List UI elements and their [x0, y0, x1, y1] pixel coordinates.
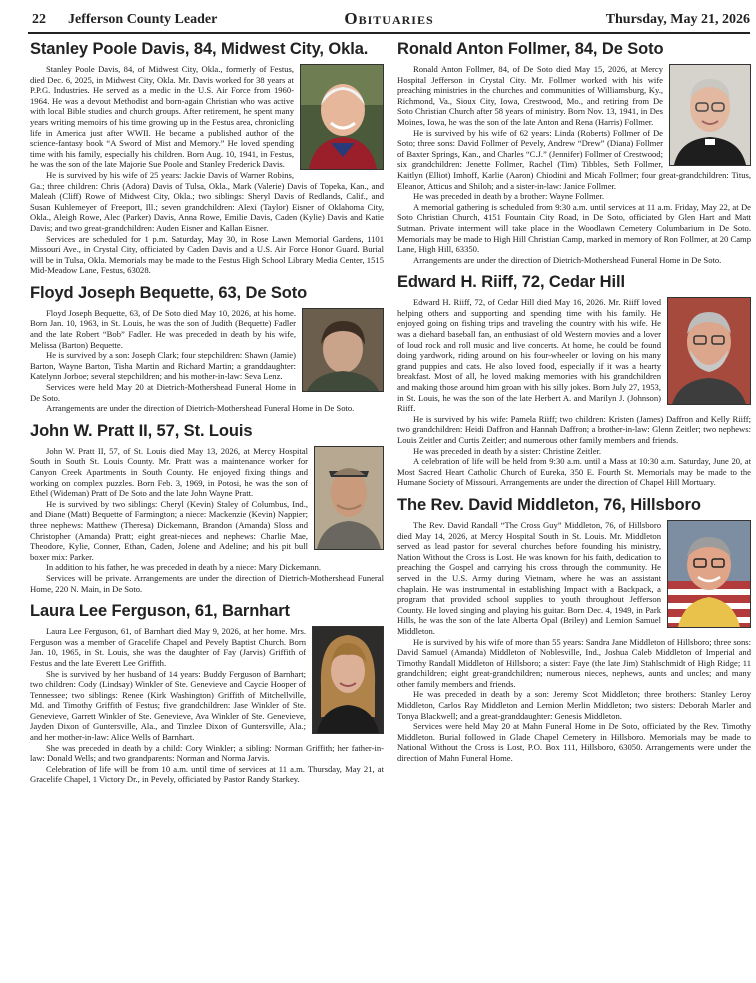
- obituary-paragraph: Ronald Anton Follmer, 84, of De Soto died May 15, 2026, at Mercy Hospital Jefferson in Crystal City. Mr. Follmer worked with his wife preaching ministries in the churches and communities of Williamsburg, Ky., Richmond, Va., Sioux City, Iowa, Crestwood, Mo., and retiring from De Soto Christian Church after 58 years of ministry. Born Nov. 13, 1941, in Des Moines, Iowa, he was the son of the late Anton and Rena (Harris) Follmer.: [397, 64, 663, 127]
- obituary-paragraph: Services were held May 20 at Dietrich-Mothershead Funeral Home in De Soto.: [30, 382, 296, 403]
- obituary-title: The Rev. David Middleton, 76, Hillsboro: [397, 495, 701, 514]
- obituary-paragraph: She is survived by her husband of 14 years: Buddy Ferguson of Barnhart; two children: Cody (Lindsay) Winkler of Ste. Genevieve and Caycie Hooper of Tennessee; two siblings: Renee (Kirk Washington) Griffith of Mitchellville, Md. and Timothy Griffith of Festus; five grandchildren: Jase Winkler of Ste. Genevieve, Garrett Winkler of Ste. Genevieve, Ava Winkler of Ste. Genevieve, Jayden Dixon of Guntersville, Ala., and Tinzlee Dixon of Guntersville, Ala.; and her mother-in-law: Alice Wells of Barnhart.: [30, 668, 306, 743]
- obituary-paragraph: Floyd Joseph Bequette, 63, of De Soto died May 10, 2026, at his home. Born Jan. 10, 1963, in St. Louis, he was the son of Judith (Bequette) Fadler and the late Robert “Bob” Fadler. He was preceded in death by his wife, Melissa (Barton) Bequette.: [30, 307, 296, 350]
- obituary-paragraph: He is survived by his wife: Pamela Riiff; two children: Kristen (James) Daffron and Kelly Riiff; two grandchildren: Heidi Daffron and Hannah Daffron; a brother-in-law: Glenn Zeitler; two nephews: Louis Zeitler and Curtis Zeitler; and numerous other family members and friends.: [397, 413, 751, 445]
- obituary-paragraph: A memorial gathering is scheduled from 9:30 a.m. until services at 11 a.m. Friday, May 22, at De Soto Christian Church, 4151 Fountain City Road, in De Soto, officiated by Glen Hart and Matt Sutman. Private interment will take place in the Woodlawn Cemetery Columbarium in De Soto. Memorials may be made to High Hill Christian Camp, marked in memory of Ron Follmer, at 20 Camp Lane, High Hill, 63350.: [397, 201, 751, 255]
- obituary-ferguson: [30, 602, 384, 785]
- obituary-paragraph: He is survived by his wife of 62 years: Linda (Roberts) Follmer of De Soto; three sons: David Follmer of Pevely, Andrew “Drew” (Diana) Follmer of Baxter Springs, Kan., and Charles “C.J.” (Jennifer) Follmer of Crestwood; six grandchildren: Jenette Follmer, Rachel (Tim) Tibbles, Seth Follmer, Kaitlyn (Elliot) Imhoff, Karlie (Aaron) Chiodini and Micah Follmer; four great-grandchildren: Titus, Eleanor, Atticus and Shiloh; and a sister-in-law: Janice Follmer.: [397, 127, 751, 191]
- obituary-title: Laura Lee Ferguson, 61, Barnhart: [30, 602, 290, 621]
- portrait-photo: [314, 446, 384, 550]
- obituary-title: Stanley Poole Davis, 84, Midwest City, Okla.: [30, 40, 369, 58]
- portrait-photo: [300, 64, 384, 170]
- portrait-photo: [667, 520, 751, 628]
- page-header: [28, 6, 750, 34]
- obituary-paragraph: Stanley Poole Davis, 84, of Midwest City, Okla., formerly of Festus, died Dec. 6, 2025, in Midwest City, Okla. Mr. Davis worked for 38 years at P.P.G. Industries. He served as a medic in the U.S. Air Force from 1960-1964. He was a devout Methodist and born-again Christian who was active with local Bible studies and church groups. After retirement, he spent many years writing memoirs of his time growing up in the Festus area, chronicling life in America just after WWII. He became a published author of the science-fantasy book “A Sword of Mist and Memory.” He loved spending time with his family, especially his children. Born Aug. 10, 1941, in Festus, he was the son of the late Majorie Sue Poole and Stanley Frederick Davis.: [30, 64, 294, 170]
- obituary-paragraph: Arrangements are under the direction of Dietrich-Mothershead Funeral Home in De Soto.: [46, 403, 355, 414]
- obituary-paragraph: He is survived by a son: Joseph Clark; four stepchildren: Shawn (Jamie) Barton, Wayne Barton, Tisha Martin and Richard Martin; a granddaughter: Katelynn Jorboe; several stepchildren; and his mother-in-law: Seva Lenz.: [30, 350, 296, 382]
- obituary-title: John W. Pratt II, 57, St. Louis: [30, 421, 253, 440]
- obituary-middleton: [397, 496, 751, 764]
- obituary-pratt: [30, 422, 384, 594]
- obituary-paragraph: Laura Lee Ferguson, 61, of Barnhart died May 9, 2026, at her home. Mrs. Ferguson was a member of Gracelife Chapel and Pevely Baptist Church. Born Jan. 10, 1965, in St. Louis, she was the daughter of Fay (Jarvis) Griffith of Festus and the late Everett Lee Griffith.: [30, 626, 306, 668]
- obituary-paragraph: He was preceded in death by a son: Jeremy Scot Middleton; three brothers: Stanley Leroy Middleton, Carlos Ray Middleton and Lemion Merlin Middleton; two sisters: Deborah Marler and Tonya Blackwell; and a great-granddaughter: Genesis Middleton.: [397, 689, 751, 721]
- obituary-paragraph: He was preceded in death by a brother: Wayne Follmer.: [413, 191, 605, 202]
- obituary-title: Edward H. Riiff, 72, Cedar Hill: [397, 273, 625, 292]
- obituary-paragraph: Services are scheduled for 1 p.m. Saturday, May 30, in Rose Lawn Memorial Gardens, 1101 Missouri Ave., in Crystal City, officiated by Caden Davis and a U.S. Air Force Honor Guard. Burial will be in Tulsa, Okla. Memorials may be made to the Festus High School Library Media Center, 1515 Mid-Meadow Lane, Festus, 63028.: [30, 233, 384, 276]
- portrait-photo: [312, 626, 384, 734]
- newspaper-name: Jefferson County Leader: [68, 12, 218, 27]
- portrait-photo: [669, 64, 751, 166]
- section-title: Obituaries: [344, 9, 434, 28]
- obituary-paragraph: She was preceded in death by a child: Cory Winkler; a sibling: Norman Griffith; her father-in-law: Donald Wells; and two grandparents: Norman and Norma Jarvis.: [30, 742, 384, 764]
- obituary-riiff: [397, 273, 751, 488]
- left-column: [30, 40, 384, 978]
- obituary-paragraph: Celebration of life will be from 10 a.m. until time of services at 11 a.m. Thursday, May 21, at Gracelife Chapel, 1 Victory Dr., in Pevely, officiated by Pastor Randy Starkey.: [30, 763, 384, 785]
- obituary-paragraph: Edward H. Riiff, 72, of Cedar Hill died May 16, 2026. Mr. Riiff loved helping others and supporting and spending time with his family. He enjoyed going on fishing trips and traveling the country with his wife. He was a diehard baseball fan, an enthusiast of old Western movies and a lover of loud rock and roll music and live concerts. At home, he could be found doing yardwork, riding around on his four-wheeler or loving on his many grand puppies and cats. He also loved food, especially if it was a hearty breakfast. Most of all, he loved making memories with his grandchildren and making those around him groan with his silly jokes. Born July 27, 1953, in St. Louis, he was the son of the late Herbert A. and Marilyn J. (Johnson) Riiff.: [397, 297, 661, 414]
- obituary-title: Floyd Joseph Bequette, 63, De Soto: [30, 283, 308, 302]
- obituary-paragraph: He was preceded in death by a sister: Christine Zeitler.: [413, 445, 602, 456]
- obituary-paragraph: Arrangements are under the direction of Dietrich-Mothershead Funeral Home in De Soto.: [413, 254, 722, 265]
- obituary-paragraph: He is survived by his wife of 25 years: Jackie Davis of Warner Robins, Ga.; three children: Chris (Adora) Davis of Tulsa, Okla., Mark (Valerie) Davis of Topeka, Kan., and Maleah (Cliff) Rowe of Midwest City, Okla.; two siblings: Sheryl Davis of Redlands, Calif., and Susan Kuhlemeyer of Freeport, Ill.; seven grandchildren: Alexi (Taylor) Eisner of Oklahoma City, Okla., Aleigh Rowe, Alec (Parker) Davis, Anna Rowe, Emilie Davis, Caden (Kylie) Davis and Katie Davis; and two great-grandchildren: Auden Eisner and Kallan Eisner.: [30, 169, 384, 233]
- obituary-paragraph: The Rev. David Randall “The Cross Guy” Middleton, 76, of Hillsboro died May 14, 2026, at Mercy Hospital South in St. Louis. Mr. Middleton served as lead pastor for several churches before founding his ministry, Nation Without the Cross is Lost. He was known for his faith, dedication to preaching the Gospel and carrying his cross through the community. He served in the U.S. Army during Vietnam, where he was an assistant chaplain. He was instrumental in establishing Impact with a Backpack, a program that provided school supplies to youth throughout Jefferson County. He loved singing and playing his guitar. Born Dec. 4, 1949, in Park Hills, he was the son of the late Alberta Opal (Briley) and Lemion Samuel Middleton.: [397, 519, 661, 636]
- obituary-paragraph: Services will be private. Arrangements are under the direction of Dietrich-Mothershead Funeral Home, 220 N. Main, in De Soto.: [30, 572, 384, 594]
- right-column: [397, 40, 751, 978]
- obituary-davis: [30, 40, 384, 276]
- obituary-paragraph: A celebration of life will be held from 9:30 a.m. until a Mass at 10:30 a.m. Saturday, June 20, at Most Sacred Heart Catholic Church of Eureka, 350 E. Fourth St. Memorials may be made to the Humane Society of Missouri. Arrangements are under the direction of Chapel Hill Mortuary.: [397, 456, 751, 488]
- obituary-paragraph: John W. Pratt II, 57, of St. Louis died May 13, 2026, at Mercy Hospital South in South St. Louis County. Mr. Pratt was a maintenance worker for Canyon Creek Apartments in South County. He enjoyed fixing things and working on complex puzzles. Born Feb. 3, 1969, in Potosi, he was the son of Ethel (Wideman) Pratt of De Soto and the late John Wayne Pratt.: [30, 445, 308, 499]
- obituary-paragraph: He is survived by his wife of more than 55 years: Sandra Jane Middleton of Hillsboro; three sons: David Samuel (Amanda) Middleton of Noblesville, Ind., Joshua Caleb Middleton of Imperial and Timothy Randall Middleton of Hillsboro; a sister: Faye (the late Jim) Stahlschmidt of High Ridge; 11 grandchildren; eight great-grandchildren; numerous nieces, nephews, aunts and uncles; and many other family members and friends.: [397, 636, 751, 689]
- issue-date: Thursday, May 21, 2026: [605, 12, 750, 27]
- portrait-photo: [667, 297, 751, 405]
- portrait-photo: [302, 308, 384, 392]
- obituary-paragraph: In addition to his father, he was preceded in death by a niece: Mary Dickemann.: [46, 562, 322, 573]
- obituary-bequette: [30, 284, 384, 414]
- obituary-title: Ronald Anton Follmer, 84, De Soto: [397, 40, 664, 58]
- obituary-paragraph: He is survived by two siblings: Cheryl (Kevin) Staley of Columbus, Ind., and Diane (Matt) Bequette of Farmington; a niece: Mackenzie (Kevin) Nappier; three nephews: Matthew (Theresa) Dickemann, Brandon (Amanda) Sloss and Christopher (Amanda) Pratt; eight great-nieces and nephews: Charlie Mae, Theodore, Kylie, Conner, Ethan, Caden, Jolene and Adeline; and his pit bull boxer mix: Parker.: [30, 498, 308, 562]
- page-number: 22: [32, 12, 46, 27]
- obituary-follmer: [397, 40, 751, 265]
- obituary-paragraph: Services were held May 20 at Mahn Funeral Home in De Soto, officiated by the Rev. Timothy Middleton. Burial followed in Glade Chapel Cemetery in Hillsboro. Memorials may be made to National Without the Cross is Lost, P.O. Box 111, Hillsboro, 63050. Arrangements were under the direction of Mahn Funeral Home.: [397, 721, 751, 764]
